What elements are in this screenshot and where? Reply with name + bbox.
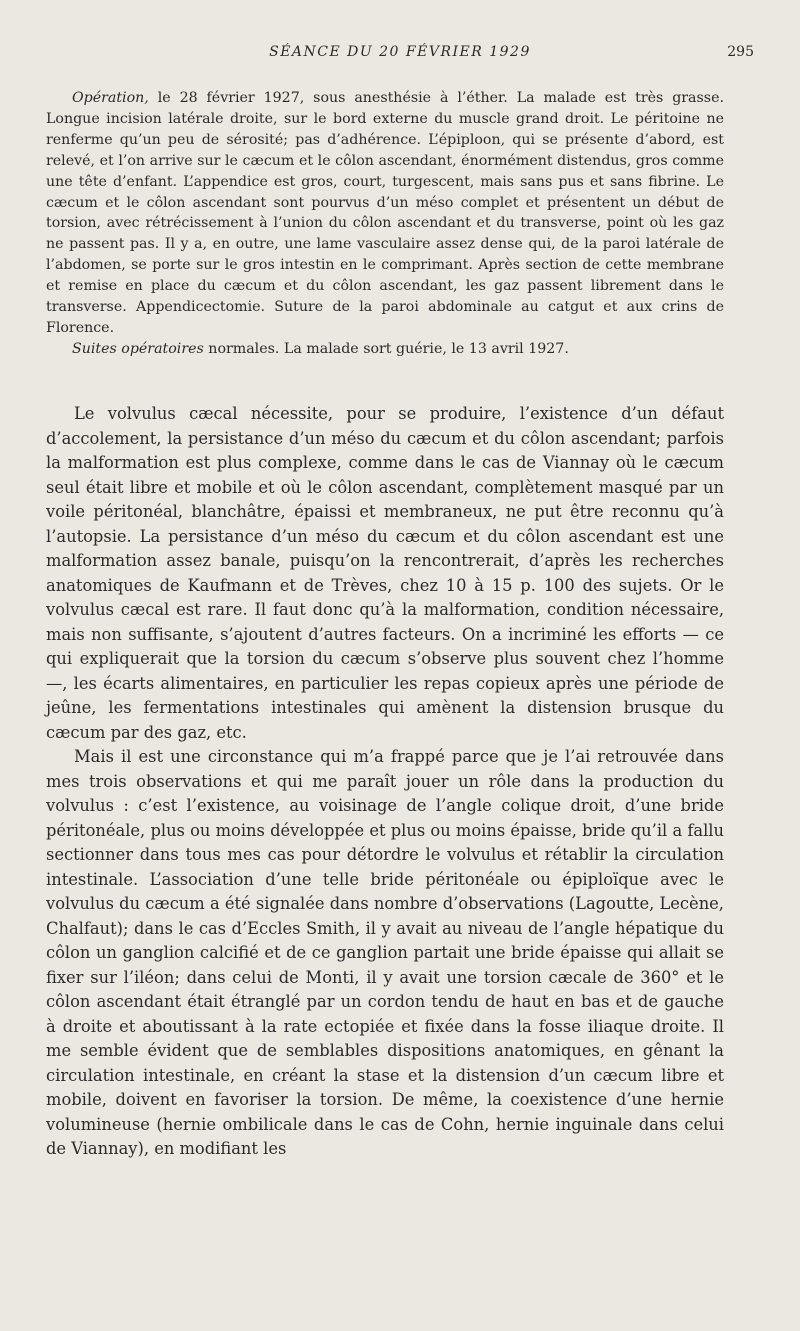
body-text (46, 402, 724, 1162)
observation-lead: Opération, (72, 90, 149, 106)
outcome-paragraph (46, 339, 724, 360)
outcome-text: normales. La malade sort guérie, le 13 avril 1927. (203, 340, 569, 357)
page-number: 295 (727, 44, 754, 60)
observation-text: le 28 février 1927, sous anesthésie à l’éther. La malade est très grasse. Longue incision latérale droite, sur le bord externe du muscle grand droit. Le péritoine ne renferme qu’un peu de sérosité; pas d’adhérence. L’épiploon, qui se présente d’abord, est relevé, et l’on arrive sur le cæcum et le côlon ascendant, énormément distendus, gros comme une tête d’enfant. L’appendice est gros, court, turgescent, mais sans pus et sans fibrine. Le cæcum et le côlon ascendant sont pourvus d’un méso complet et présentent un début de torsion, avec rétrécissement à l’union du côlon ascendant et du transverse, point où les gaz ne passent pas. Il y a, en outre, une lame vasculaire assez dense qui, de la paroi latérale de l’abdomen, se porte sur le gros intestin en le comprimant. Après section de cette membrane et remise en place du cæcum et du côlon ascendant, les gaz passent librement dans le transverse. Appendicectomie. Suture de la paroi abdominale au catgut et aux crins de Florence. (46, 90, 724, 336)
body-paragraph-2: Mais il est une circonstance qui m’a frappé parce que je l’ai retrouvée dans mes trois observations et qui me paraît jouer un rôle dans la production du volvulus : c’est l’existence, au voisinage de l’angle colique droit, d’une bride péritonéale, plus ou moins développée et plus ou moins épaisse, bride qu’il a fallu sectionner dans tous mes cas pour détordre le volvulus et rétablir la circulation intestinale. L’association d’une telle bride péritonéale ou épiploïque avec le volvulus du cæcum a été signalée dans nombre d’observations (Lagoutte, Lecène, Chalfaut); dans le cas d’Eccles Smith, il y avait au niveau de l’angle hépatique du côlon un ganglion calcifié et de ce ganglion partait une bride épaisse qui allait se fixer sur l’iléon; dans celui de Monti, il y avait une torsion cæcale de 360° et le côlon ascendant était étranglé par un cordon tendu de haut en bas et de gauche à droite et aboutissant à la rate ectopiée et fixée dans la fosse iliaque droite. Il me semble évident que de semblables dispositions anatomiques, en gênant la circulation intestinale, en créant la stase et la distension d’un cæcum libre et mobile, doivent en favoriser la torsion. De même, la coexistence d’une hernie volumineuse (hernie ombilicale dans le cas de Cohn, hernie inguinale dans celui de Viannay), en modifiant les (46, 747, 724, 1158)
observation-block (46, 88, 724, 360)
running-title: SÉANCE DU 20 FÉVRIER 1929 (269, 44, 531, 60)
observation-paragraph (46, 88, 724, 339)
outcome-lead: Suites opératoires (72, 340, 204, 357)
running-header (46, 44, 754, 68)
body-paragraph-1: Le volvulus cæcal nécessite, pour se produire, l’existence d’un défaut d’accolement, la persistance d’un méso du cæcum et du côlon ascendant; parfois la malformation est plus complexe, comme dans le cas de Viannay où le cæcum seul était libre et mobile et où le côlon ascendant, complètement masqué par un voile péritonéal, blanchâtre, épaissi et membraneux, ne put être reconnu qu’à l’autopsie. La persistance d’un méso du cæcum et du côlon ascendant est une malformation assez banale, puisqu’on la rencontrerait, d’après les recherches anatomiques de Kaufmann et de Trèves, chez 10 à 15 p. 100 des sujets. Or le volvulus cæcal est rare. Il faut donc qu’à la malformation, condition nécessaire, mais non suffisante, s’ajoutent d’autres facteurs. On a incriminé les efforts — ce qui expliquerait que la torsion du cæcum s’observe plus souvent chez l’homme —, les écarts alimentaires, en particulier les repas copieux après une période de jeûne, les fermentations intestinales qui amènent la distension brusque du cæcum par des gaz, etc. (46, 404, 724, 742)
